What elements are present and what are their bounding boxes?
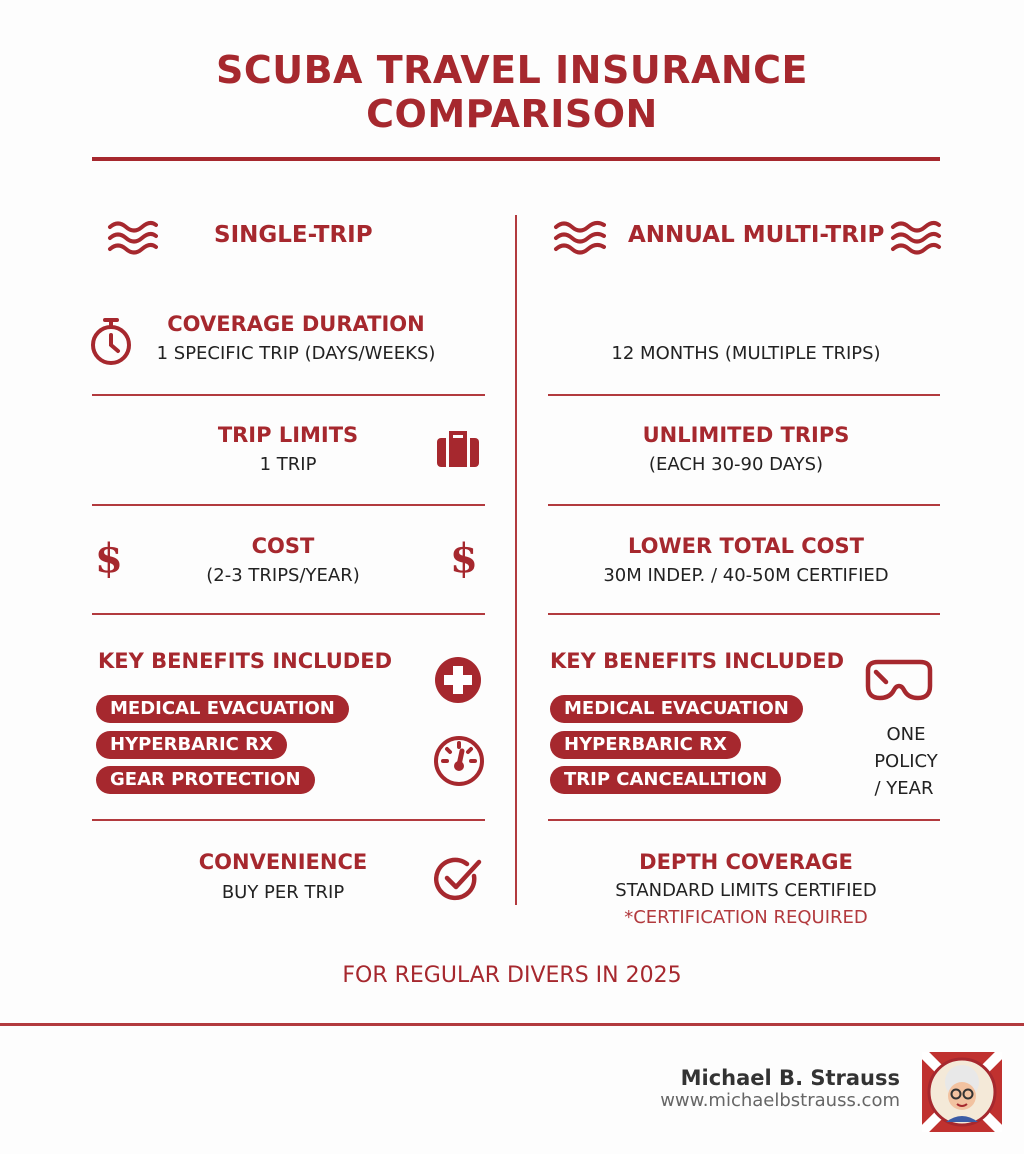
row-divider	[548, 504, 940, 506]
row-divider	[92, 819, 485, 821]
page-title-line-1: SCUBA TRAVEL INSURANCE	[215, 48, 809, 92]
row-divider	[92, 504, 485, 506]
coverage-duration-title: COVERAGE DURATION	[167, 312, 425, 336]
unlimited-trips-title: UNLIMITED TRIPS	[642, 423, 850, 447]
depth-coverage-title: DEPTH COVERAGE	[639, 850, 853, 874]
key-benefits-title: KEY BENEFITS INCLUDED	[98, 649, 393, 673]
annual-multi-trip-heading: ANNUAL MULTI-TRIP	[628, 222, 885, 248]
author-url[interactable]: www.michaelbstrauss.com	[660, 1090, 900, 1111]
cost-text: (2-3 TRIPS/YEAR)	[206, 565, 360, 586]
avatar-logo	[922, 1052, 1002, 1132]
policy-note-line: ONE	[886, 724, 926, 745]
benefit-pill: MEDICAL EVACUATION	[550, 695, 803, 723]
benefit-pill: HYPERBARIC RX	[550, 731, 741, 759]
row-divider	[548, 819, 940, 821]
page-title-line-2: COMPARISON	[366, 92, 658, 136]
convenience-title: CONVENIENCE	[198, 850, 368, 874]
dollar-icon: $	[450, 535, 478, 582]
single-trip-heading: SINGLE-TRIP	[214, 222, 373, 248]
waves-icon	[106, 218, 158, 258]
stopwatch-icon	[89, 316, 133, 366]
cost-title: COST	[251, 534, 315, 558]
suitcase-icon	[436, 430, 480, 468]
footer-divider	[0, 1023, 1024, 1026]
lower-total-cost-text: 30M INDEP. / 40-50M CERTIFIED	[603, 565, 889, 586]
author-name: Michael B. Strauss	[680, 1066, 900, 1090]
coverage-duration-text: 1 SPECIFIC TRIP (DAYS/WEEKS)	[156, 343, 436, 364]
gauge-icon	[432, 734, 486, 788]
lower-total-cost-title: LOWER TOTAL COST	[627, 534, 864, 558]
depth-coverage-text: STANDARD LIMITS CERTIFIED	[615, 880, 877, 901]
row-divider	[548, 613, 940, 615]
row-divider	[92, 394, 485, 396]
unlimited-trips-text: (EACH 30-90 DAYS)	[648, 454, 824, 475]
benefit-pill: GEAR PROTECTION	[96, 766, 315, 794]
medical-cross-icon	[434, 656, 482, 704]
tagline: FOR REGULAR DIVERS IN 2025	[342, 963, 682, 988]
convenience-text: BUY PER TRIP	[221, 882, 345, 903]
trip-limits-text: 1 TRIP	[259, 454, 317, 475]
policy-note-line: / YEAR	[874, 778, 934, 799]
title-divider	[92, 157, 940, 161]
waves-icon	[552, 218, 606, 258]
waves-icon	[890, 218, 942, 258]
key-benefits-title: KEY BENEFITS INCLUDED	[550, 649, 845, 673]
column-divider	[515, 215, 517, 905]
policy-note-line: POLICY	[874, 751, 938, 772]
benefit-pill: MEDICAL EVACUATION	[96, 695, 349, 723]
certification-note: *CERTIFICATION REQUIRED	[624, 907, 868, 928]
trip-limits-title: TRIP LIMITS	[217, 423, 359, 447]
benefit-pill: TRIP CANCEALLTION	[550, 766, 781, 794]
dollar-icon: $	[95, 535, 123, 582]
dive-mask-icon	[862, 656, 936, 704]
checkmark-icon	[434, 856, 484, 902]
row-divider	[548, 394, 940, 396]
benefit-pill: HYPERBARIC RX	[96, 731, 287, 759]
row-divider	[92, 613, 485, 615]
annual-duration-text: 12 MONTHS (MULTIPLE TRIPS)	[611, 343, 881, 364]
